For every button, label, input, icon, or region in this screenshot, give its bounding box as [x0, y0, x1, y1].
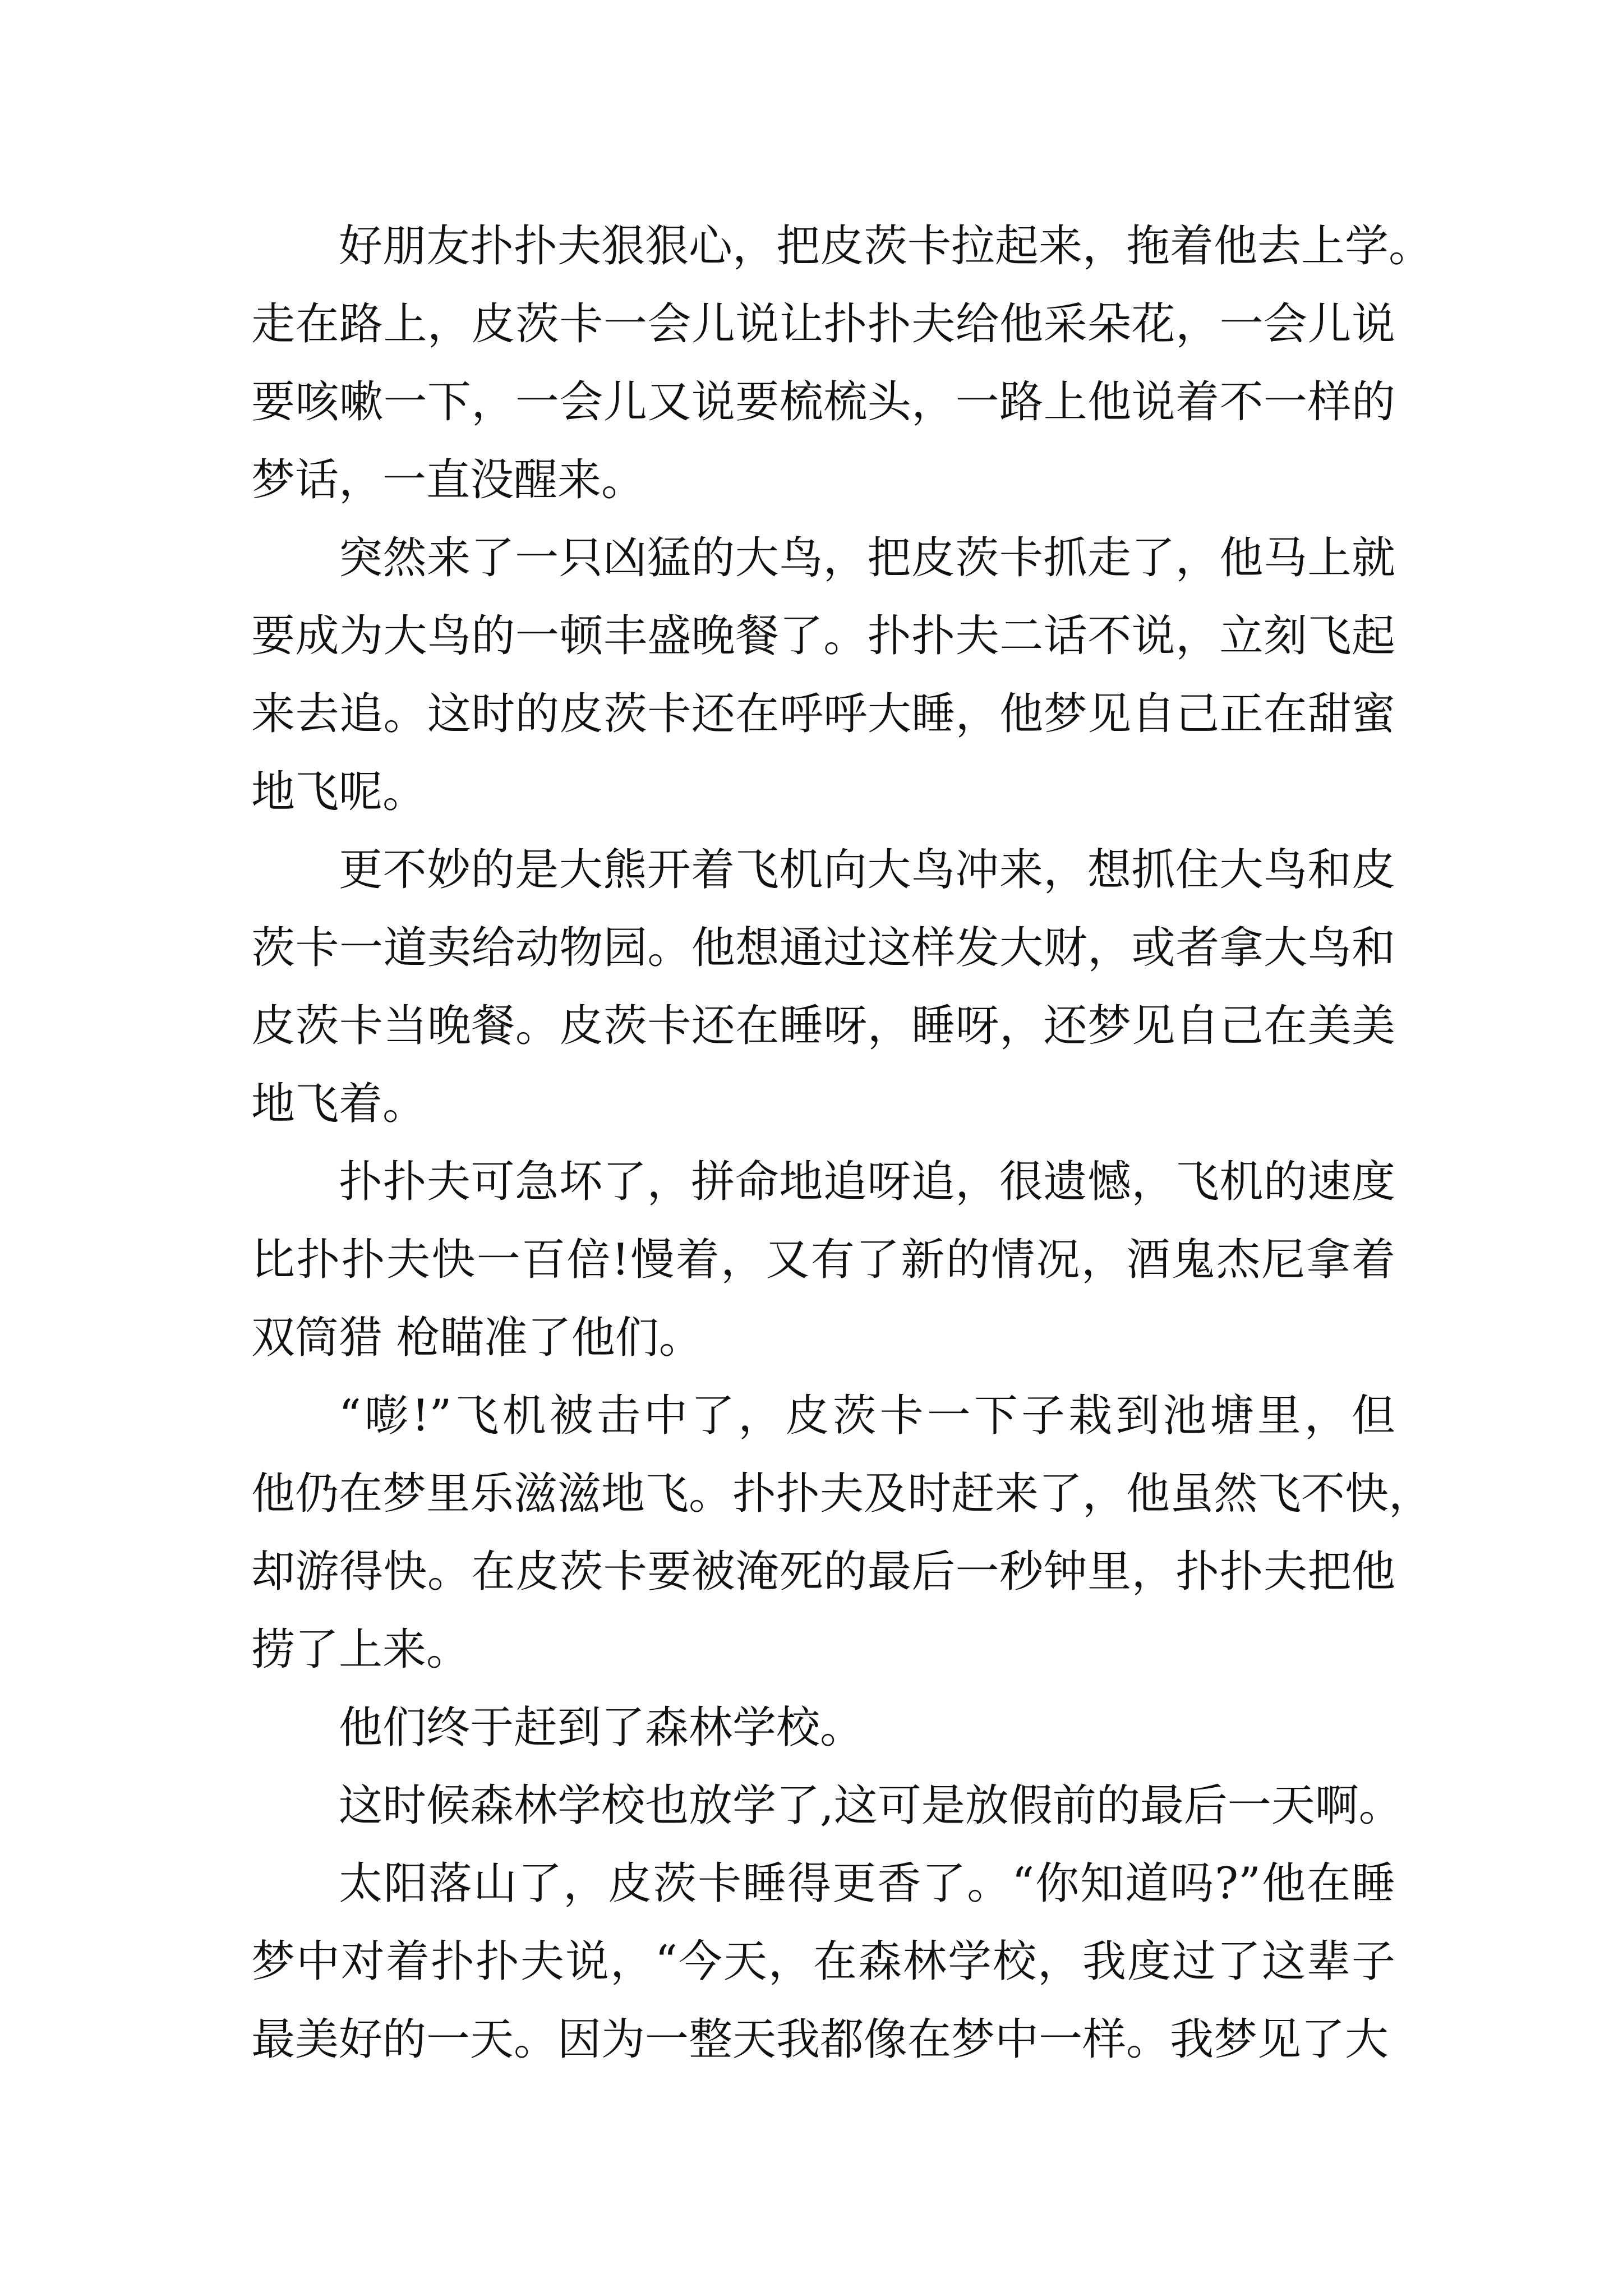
text-line: 地飞着。 — [251, 1079, 427, 1129]
paragraph — [251, 1143, 1395, 1377]
paragraph — [251, 1767, 1403, 1845]
body-text — [251, 208, 1433, 2079]
text-line: 梦话，一直没醒来。 — [251, 455, 645, 505]
text-line: 扑扑夫可急坏了，拼命地追呀追，很遗憾，飞机的速度 — [339, 1157, 1395, 1207]
text-line: “嘭!”飞机被击中了，皮茨卡一下子栽到池塘里，但 — [339, 1391, 1395, 1441]
text-line: 捞了上来。 — [251, 1625, 471, 1675]
paragraph — [251, 1689, 1395, 1767]
text-line: 来去追。这时的皮茨卡还在呼呼大睡，他梦见自己正在甜蜜 — [251, 689, 1395, 739]
text-line: 梦中对着扑扑夫说，“今天，在森林学校，我度过了这辈子 — [251, 1936, 1395, 1987]
text-line: 最美好的一天。因为一整天我都像在梦中一样。我梦见了大 — [251, 2014, 1389, 2065]
text-line: 要咳嗽一下，一会儿又说要梳梳头，一路上他说着不一样的 — [251, 377, 1395, 427]
paragraph — [251, 519, 1395, 831]
text-line: 他仍在梦里乐滋滋地飞。扑扑夫及时赶来了，他虽然飞不快， — [251, 1469, 1433, 1519]
paragraph — [251, 208, 1433, 519]
text-line: 地飞呢。 — [251, 767, 427, 817]
text-line: 却游得快。在皮茨卡要被淹死的最后一秒钟里，扑扑夫把他 — [251, 1547, 1395, 1597]
paragraph — [251, 1377, 1433, 1689]
text-line: 茨卡一道卖给动物园。他想通过这样发大财，或者拿大鸟和 — [251, 923, 1395, 973]
text-line: 太阳落山了，皮茨卡睡得更香了。“你知道吗?”他在睡 — [339, 1858, 1395, 1909]
text-line: 双筒猎 枪瞄准了他们。 — [251, 1313, 703, 1363]
text-line: 比扑扑夫快一百倍!慢着，又有了新的情况，酒鬼杰尼拿着 — [251, 1235, 1395, 1285]
text-line: 皮茨卡当晚餐。皮茨卡还在睡呀，睡呀，还梦见自己在美美 — [251, 1001, 1395, 1051]
text-line: 好朋友扑扑夫狠狠心，把皮茨卡拉起来，拖着他去上学。 — [339, 221, 1433, 272]
text-line: 更不妙的是大熊开着飞机向大鸟冲来，想抓住大鸟和皮 — [339, 845, 1395, 895]
text-line: 要成为大鸟的一顿丰盛晚餐了。扑扑夫二话不说，立刻飞起 — [251, 611, 1395, 661]
text-line: 突然来了一只凶猛的大鸟，把皮茨卡抓走了，他马上就 — [339, 533, 1395, 583]
paragraph — [251, 831, 1395, 1143]
text-line: 走在路上，皮茨卡一会儿说让扑扑夫给他采朵花，一会儿说 — [251, 299, 1395, 349]
text-line: 他们终于赶到了森林学校。 — [339, 1703, 864, 1753]
paragraph — [251, 1845, 1395, 2079]
text-line: 这时候森林学校也放学了,这可是放假前的最后一天啊。 — [339, 1780, 1403, 1831]
